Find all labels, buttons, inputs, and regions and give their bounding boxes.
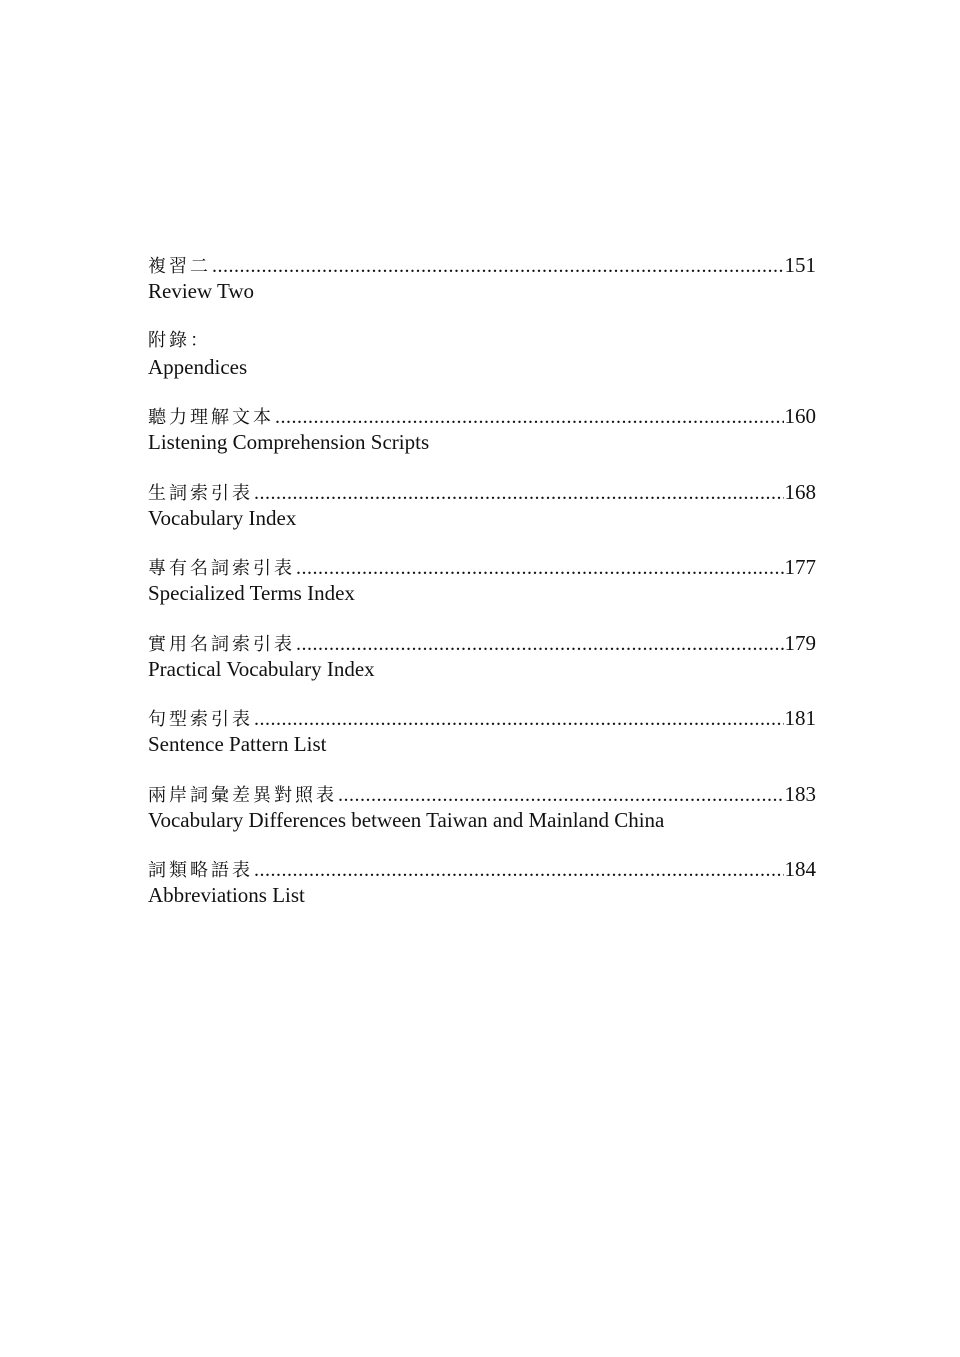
dot-leader [296,555,784,581]
toc-entry-listening-scripts[interactable] [148,403,816,479]
toc-entry-title-en: Abbreviations List [148,883,305,907]
toc-entry-title-zh: 專有名詞索引表 [148,558,295,579]
toc-entry-vocabulary-index[interactable] [148,479,816,555]
toc-entry-title-zh: 實用名詞索引表 [148,633,295,655]
toc-entry-title-en: Appendices [148,354,248,379]
toc-entry-title-en: Specialized Terms Index [148,581,355,605]
toc-entry-heading [148,252,816,278]
toc-entry-title-zh: 詞類略語表 [148,860,253,881]
dot-leader [254,480,784,506]
toc-entry-title-zh: 兩岸詞彙差異對照表 [148,784,337,806]
toc-entry-heading [148,630,816,656]
toc-entry-title-zh: 句型索引表 [148,709,253,730]
toc-entry-heading [148,328,816,354]
toc-entry-abbreviations[interactable] [148,856,816,932]
toc-entry-page-number: 181 [784,706,816,730]
toc-entry-heading [148,554,816,580]
toc-entry-page-number: 151 [784,253,816,277]
toc-entry-page-number: 179 [784,630,816,655]
toc-section-appendices [148,328,816,404]
toc-entry-review-two[interactable] [148,252,816,328]
toc-entry-specialized-terms[interactable] [148,554,816,630]
toc-entry-page-number: 168 [784,479,816,504]
toc-entry-title-zh: 生詞索引表 [148,482,253,504]
toc-entry-title-en: Vocabulary Differences between Taiwan and Mainland China [148,807,665,832]
toc-entry-page-number: 177 [784,555,816,579]
toc-entry-heading [148,403,816,429]
toc-entry-heading [148,479,816,505]
toc-entry-vocabulary-differences[interactable] [148,781,816,857]
dot-leader [338,782,784,808]
dot-leader [254,857,784,883]
dot-leader [296,631,784,657]
dot-leader [212,253,784,279]
toc-entry-title-zh: 聽力理解文本 [148,407,274,428]
toc-entry-heading [148,705,816,731]
table-of-contents [148,252,816,932]
toc-entry-heading [148,856,816,882]
toc-entry-page-number: 184 [784,857,816,881]
toc-entry-title-zh: 附錄： [148,329,211,351]
toc-entry-page-number: 183 [784,781,816,806]
toc-entry-title-zh: 複習二 [148,256,211,277]
toc-entry-title-en: Sentence Pattern List [148,732,327,756]
toc-entry-sentence-patterns[interactable] [148,705,816,781]
toc-entry-practical-vocabulary[interactable] [148,630,816,706]
toc-entry-page-number: 160 [784,404,816,428]
toc-entry-title-en: Practical Vocabulary Index [148,656,375,681]
toc-entry-title-en: Review Two [148,279,255,303]
dot-leader [254,706,784,732]
dot-leader [275,404,784,430]
toc-entry-title-en: Vocabulary Index [148,505,297,530]
toc-entry-title-en: Listening Comprehension Scripts [148,430,430,454]
toc-entry-heading [148,781,816,807]
